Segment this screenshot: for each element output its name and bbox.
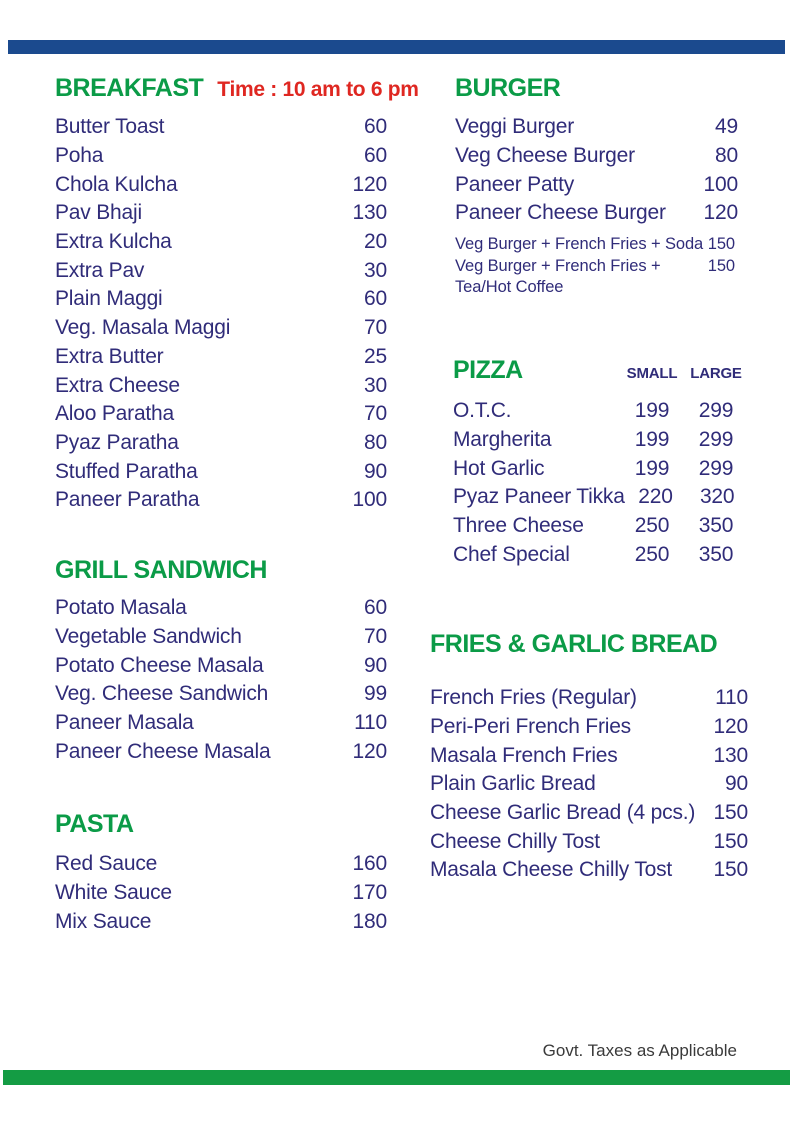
pizza-header: [453, 348, 748, 384]
menu-combo-row: [455, 256, 738, 298]
menu-item-row: [55, 199, 387, 228]
item-name: Cheese Garlic Bread (4 pcs.): [430, 801, 696, 825]
item-name: Extra Butter: [55, 344, 164, 368]
item-name: Poha: [55, 144, 104, 168]
item-price: 150: [713, 829, 748, 853]
item-name: Paneer Patty: [455, 172, 575, 196]
breakfast-header: [55, 74, 419, 102]
item-name: Red Sauce: [55, 852, 158, 876]
menu-item-row: [55, 457, 387, 486]
item-price: 170: [352, 881, 387, 905]
item-name: Pyaz Paneer Tikka: [453, 485, 625, 509]
item-name: Chola Kulcha: [55, 172, 178, 196]
menu-item-row: [455, 199, 738, 228]
item-price-large: 299: [698, 399, 734, 423]
item-price-small: 199: [634, 399, 670, 423]
pasta-items: [55, 850, 387, 936]
item-name: Stuffed Paratha: [55, 459, 198, 483]
item-name: Margherita: [453, 428, 552, 452]
item-price: 60: [364, 115, 387, 139]
menu-item-row: [455, 142, 738, 171]
menu-item-row: [55, 623, 387, 652]
item-price: 99: [364, 682, 387, 706]
item-name: Paneer Masala: [55, 711, 194, 735]
item-name: Cheese Chilly Tost: [430, 829, 600, 853]
menu-item-row: [55, 285, 387, 314]
menu-item-row: [55, 142, 387, 171]
item-price: 70: [364, 625, 387, 649]
item-name: Paneer Cheese Masala: [55, 739, 271, 763]
section-title-grill-sandwich: GRILL SANDWICH: [55, 556, 267, 584]
pizza-items: [453, 397, 748, 569]
top-divider-bar: [8, 40, 785, 54]
item-price: 30: [364, 258, 387, 282]
item-name: Potato Cheese Masala: [55, 653, 264, 677]
item-price-large: 320: [699, 485, 735, 509]
item-price: 70: [364, 402, 387, 426]
item-price-small: 199: [634, 456, 670, 480]
item-price: 130: [352, 201, 387, 225]
menu-item-row: [453, 454, 748, 483]
menu-item-row: [55, 486, 387, 515]
item-name: Peri-Peri French Fries: [430, 715, 631, 739]
item-price: 80: [715, 144, 738, 168]
item-price: 60: [364, 596, 387, 620]
combo-price: 150: [707, 234, 735, 253]
combo-name: Veg Burger + French Fries + Soda: [455, 234, 704, 253]
menu-item-row: [55, 228, 387, 257]
item-price: 110: [354, 711, 387, 735]
item-name: Paneer Paratha: [55, 488, 200, 512]
item-price: 150: [713, 801, 748, 825]
pizza-col-header-large: LARGE: [690, 365, 742, 382]
breakfast-items: [55, 113, 387, 515]
burger-combo-items: [455, 234, 738, 298]
section-title-fries-garlic-bread: FRIES & GARLIC BREAD: [430, 630, 718, 658]
menu-item-row: [55, 170, 387, 199]
footer-note: Govt. Taxes as Applicable: [542, 1041, 737, 1060]
item-price: 90: [364, 459, 387, 483]
menu-item-row: [55, 680, 387, 709]
fries-garlic-bread-header: [430, 630, 748, 658]
section-pasta: [55, 810, 387, 936]
menu-item-row: [55, 709, 387, 738]
item-name: Paneer Cheese Burger: [455, 201, 666, 225]
item-name: Vegetable Sandwich: [55, 625, 242, 649]
item-name: Veg. Cheese Sandwich: [55, 682, 269, 706]
menu-item-row: [455, 113, 738, 142]
menu-item-row: [55, 314, 387, 343]
menu-item-row: [55, 594, 387, 623]
item-price: 100: [352, 488, 387, 512]
item-price: 180: [352, 909, 387, 933]
item-name: Extra Pav: [55, 258, 145, 282]
item-price: 100: [703, 172, 738, 196]
item-price: 120: [352, 739, 387, 763]
menu-item-row: [430, 713, 748, 742]
pizza-col-header-small: SMALL: [626, 365, 678, 382]
item-price: 60: [364, 287, 387, 311]
menu-item-row: [55, 651, 387, 680]
item-name: Potato Masala: [55, 596, 187, 620]
item-price: 150: [713, 858, 748, 882]
section-burger: [455, 74, 738, 298]
menu-item-row: [430, 799, 748, 828]
menu-item-row: [55, 343, 387, 372]
item-price: 120: [703, 201, 738, 225]
menu-item-row: [453, 540, 748, 569]
menu-combo-row: [455, 234, 738, 256]
item-price: 120: [713, 715, 748, 739]
item-price: 20: [364, 230, 387, 254]
item-price: 30: [364, 373, 387, 397]
menu-item-row: [55, 907, 387, 936]
item-name: Butter Toast: [55, 115, 165, 139]
item-price: 90: [364, 653, 387, 677]
burger-header: [455, 74, 738, 102]
menu-item-row: [453, 426, 748, 455]
item-name: Aloo Paratha: [55, 402, 175, 426]
item-name: Pav Bhaji: [55, 201, 142, 225]
menu-item-row: [453, 397, 748, 426]
item-price-large: 350: [698, 542, 734, 566]
menu-item-row: [55, 400, 387, 429]
item-name: Hot Garlic: [453, 456, 545, 480]
item-price: 60: [364, 144, 387, 168]
item-price: 130: [713, 743, 748, 767]
grill-sandwich-header: [55, 556, 387, 584]
item-name: Plain Garlic Bread: [430, 772, 596, 796]
section-title-breakfast: BREAKFAST: [55, 74, 204, 102]
menu-item-row: [453, 483, 748, 512]
item-price: 70: [364, 316, 387, 340]
combo-price: 150: [707, 256, 735, 275]
item-price: 25: [364, 344, 387, 368]
item-price-small: 220: [638, 485, 673, 509]
item-price-large: 299: [698, 428, 734, 452]
item-price: 120: [352, 172, 387, 196]
menu-item-row: [55, 113, 387, 142]
combo-name: Veg Burger + French Fries + Tea/Hot Coffee: [455, 256, 661, 296]
item-name: Three Cheese: [453, 514, 584, 538]
menu-item-row: [430, 856, 748, 885]
item-name: O.T.C.: [453, 399, 512, 423]
item-name: Chef Special: [453, 542, 570, 566]
item-price: 90: [725, 772, 748, 796]
item-name: French Fries (Regular): [430, 686, 637, 710]
item-name: Veggi Burger: [455, 115, 575, 139]
pasta-header: [55, 810, 387, 838]
menu-item-row: [55, 256, 387, 285]
grill-sandwich-items: [55, 594, 387, 766]
menu-item-row: [430, 827, 748, 856]
item-name: Mix Sauce: [55, 909, 152, 933]
item-name: Pyaz Paratha: [55, 430, 179, 454]
menu-item-row: [55, 429, 387, 458]
menu-item-row: [55, 879, 387, 908]
menu-item-row: [430, 684, 748, 713]
item-price-large: 299: [698, 456, 734, 480]
menu-item-row: [55, 371, 387, 400]
item-name: Veg. Masala Maggi: [55, 316, 231, 340]
item-name: Extra Kulcha: [55, 230, 172, 254]
fries-garlic-bread-items: [430, 684, 748, 885]
item-price-large: 350: [698, 514, 734, 538]
section-pizza: [453, 348, 748, 569]
bottom-divider-bar: [3, 1070, 790, 1085]
breakfast-time-note: Time : 10 am to 6 pm: [217, 78, 419, 101]
item-name: Extra Cheese: [55, 373, 180, 397]
item-name: Masala Cheese Chilly Tost: [430, 858, 673, 882]
item-price-small: 250: [634, 514, 670, 538]
item-name: Masala French Fries: [430, 743, 618, 767]
item-price: 160: [352, 852, 387, 876]
menu-item-row: [453, 512, 748, 541]
item-price-small: 250: [634, 542, 670, 566]
item-price: 110: [715, 686, 748, 710]
section-title-pizza: PIZZA: [453, 356, 523, 384]
menu-item-row: [55, 737, 387, 766]
section-grill-sandwich: [55, 556, 387, 766]
menu-item-row: [455, 170, 738, 199]
item-price: 49: [715, 115, 738, 139]
item-name: Veg Cheese Burger: [455, 144, 635, 168]
section-title-burger: BURGER: [455, 74, 561, 102]
section-fries-garlic-bread: [430, 630, 748, 885]
menu-item-row: [430, 770, 748, 799]
menu-item-row: [430, 741, 748, 770]
item-price-small: 199: [634, 428, 670, 452]
section-breakfast: [55, 74, 419, 515]
section-title-pasta: PASTA: [55, 810, 134, 838]
item-name: White Sauce: [55, 881, 172, 905]
item-name: Plain Maggi: [55, 287, 163, 311]
burger-items: [455, 113, 738, 228]
menu-item-row: [55, 850, 387, 879]
item-price: 80: [364, 430, 387, 454]
